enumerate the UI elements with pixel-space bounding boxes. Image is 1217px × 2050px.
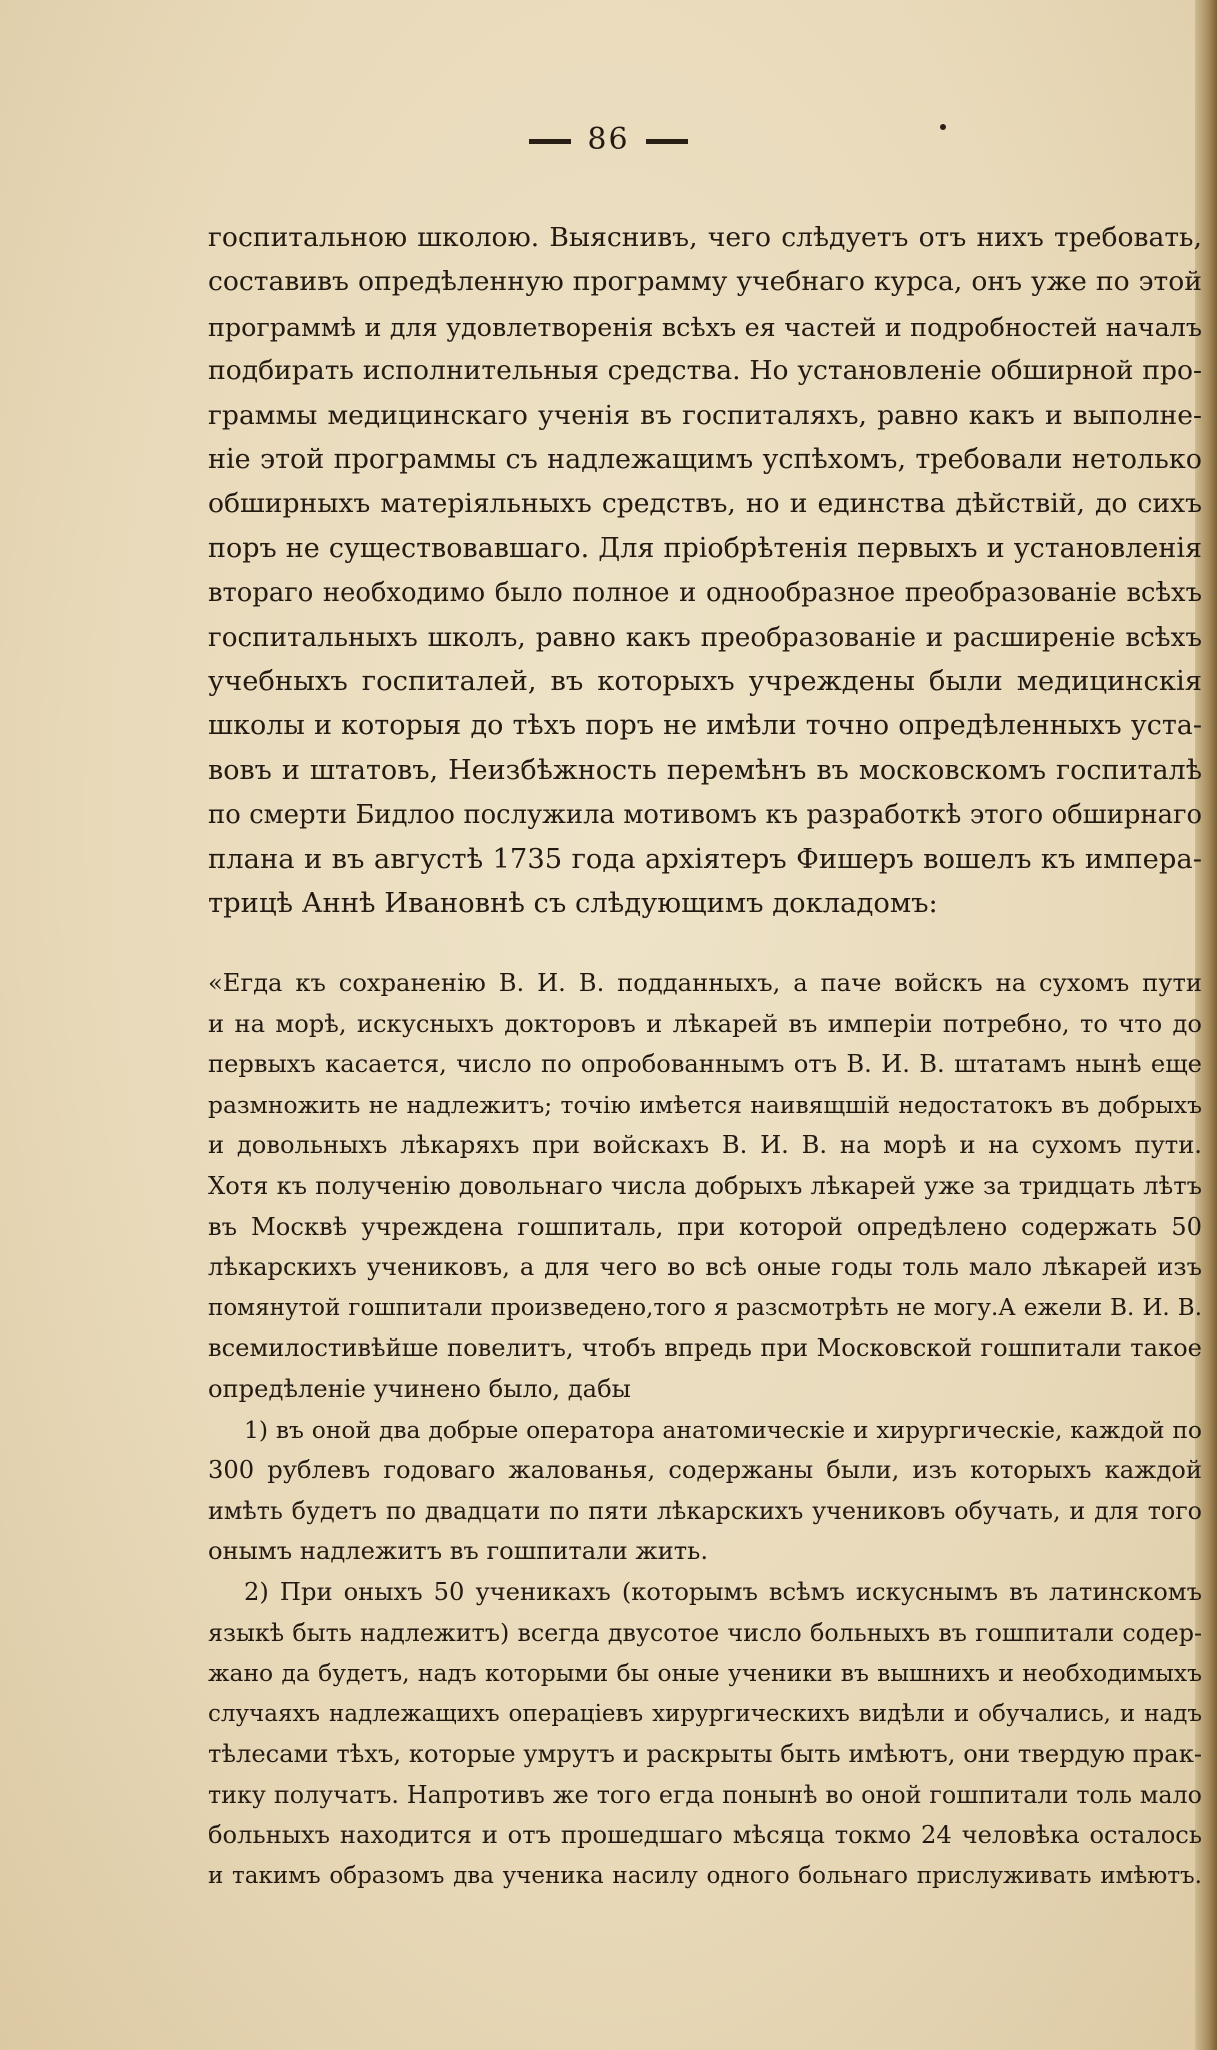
main-line: втораго необходимо было полное и однообразное преобразованіе всѣхъ [208,578,1202,609]
quote-line: 2) При оныхъ 50 ученикахъ (которымъ всѣмъ искуснымъ въ латинскомъ [244,1577,1202,1606]
quote-line: 300 рублевъ годоваго жалованья, содержаны были, изъ которыхъ каждой [208,1456,1202,1485]
main-line: программѣ и для удовлетворенія всѣхъ ея частей и подробностей началъ [208,311,1202,342]
quote-line: опредѣленіе учинено было, дабы [208,1374,631,1403]
main-text [208,216,1202,927]
main-line: поръ не существовавшаго. Для пріобрѣтенія первыхъ и установленія [208,532,1202,564]
quote-line: больныхъ находится и отъ прошедшаго мѣсяца токмо 24 человѣка осталось [208,1821,1202,1850]
main-line: граммы медицинскаго ученія въ госпиталяхъ, равно какъ и выполне- [208,399,1202,431]
main-line: госпитальною школою. Выяснивъ, чего слѣдуетъ отъ нихъ требовать, [208,222,1202,253]
quote-line: первыхъ касается, число по опробованнымъ отъ В. И. В. штатамъ нынѣ еще [208,1050,1202,1079]
quote-line: онымъ надлежитъ въ гошпитали жить. [208,1537,709,1566]
quote-line: и довольныхъ лѣкаряхъ при войскахъ В. И. В. на морѣ и на сухомъ пути. [208,1131,1202,1160]
quote-line: лѣкарскихъ учениковъ, а для чего во всѣ оные годы толь мало лѣкарей изъ [208,1253,1202,1282]
quote-line: жано да будетъ, надъ которыми бы оные ученики въ вышнихъ и необходимыхъ [208,1659,1202,1688]
right-dash [646,139,688,144]
main-line: вовъ и штатовъ, Неизбѣжность перемѣнъ въ московскомъ госпиталѣ [208,754,1202,786]
main-line: трицѣ Аннѣ Ивановнѣ съ слѣдующимъ докладомъ: [208,888,938,920]
quote-line: помянутой гошпитали произведено,того я разсмотрѣть не могу.А ежели В. И. В. [208,1294,1202,1321]
quote-line: Хотя къ полученію довольнаго числа добрыхъ лѣкарей уже за тридцать лѣтъ [208,1171,1202,1200]
main-line: госпитальныхъ школъ, равно какъ преобразованіе и расширеніе всѣхъ [208,622,1202,653]
main-line: плана и въ августѣ 1735 года архіятеръ Фишеръ вошелъ къ импера- [208,843,1202,875]
main-line: ніе этой программы съ надлежащимъ успѣхомъ, требовали нетолько [208,444,1202,476]
quote-line: случаяхъ надлежащихъ операціевъ хирургическихъ видѣли и обучались, и надъ [208,1700,1202,1727]
main-line: по смерти Бидлоо послужила мотивомъ къ разработкѣ этого обширнаго [208,800,1202,831]
main-line: обширныхъ матеріяльныхъ средствъ, но и единства дѣйствій, до сихъ [208,488,1202,520]
quote-line: и на морѣ, искусныхъ докторовъ и лѣкарей въ имперіи потребно, то что до [208,1009,1202,1038]
quote-line: тику получатъ. Напротивъ же того егда понынѣ во оной гошпитали толь мало [208,1780,1202,1809]
main-line: учебныхъ госпиталей, въ которыхъ учреждены были медицинскія [208,666,1202,698]
main-line: школы и которыя до тѣхъ поръ не имѣли точно опредѣленныхъ уста- [208,710,1202,742]
quote-line: въ Москвѣ учреждена гошпиталь, при которой опредѣлено содержать 50 [208,1212,1202,1241]
left-dash [529,139,571,144]
quote-line: размножить не надлежитъ; точію имѣется наивящшій недостатокъ въ добрыхъ [208,1090,1202,1119]
quote-line: имѣть будетъ по двадцати по пяти лѣкарскихъ учениковъ обучать, и для того [208,1496,1202,1525]
quote-line: 1) въ оной два добрые оператора анатомическіе и хирургическіе, каждой по [244,1415,1202,1444]
quote-line: и такимъ образомъ два ученика насилу одного больнаго прислуживать имѣютъ. [208,1863,1202,1890]
page-number: 86 [587,122,630,157]
quote-line: всемилостивѣйше повелитъ, чтобъ впредь при Московской гошпитали такое [208,1334,1202,1363]
quoted-report [208,963,1202,1897]
quote-line: «Егда къ сохраненію В. И. В. подданныхъ, а паче войскъ на сухомъ пути [208,969,1202,997]
main-line: составивъ опредѣленную программу учебнаго курса, онъ уже по этой [208,266,1202,298]
main-line: подбирать исполнительныя средства. Но установленіе обширной про- [208,355,1202,387]
page-number-header [0,122,1217,157]
quote-line: языкѣ быть надлежитъ) всегда двусотое число больныхъ въ гошпитали содер- [208,1618,1202,1647]
quote-line: тѣлесами тѣхъ, которые умрутъ и раскрыты быть имѣютъ, они твердую прак- [208,1740,1202,1769]
